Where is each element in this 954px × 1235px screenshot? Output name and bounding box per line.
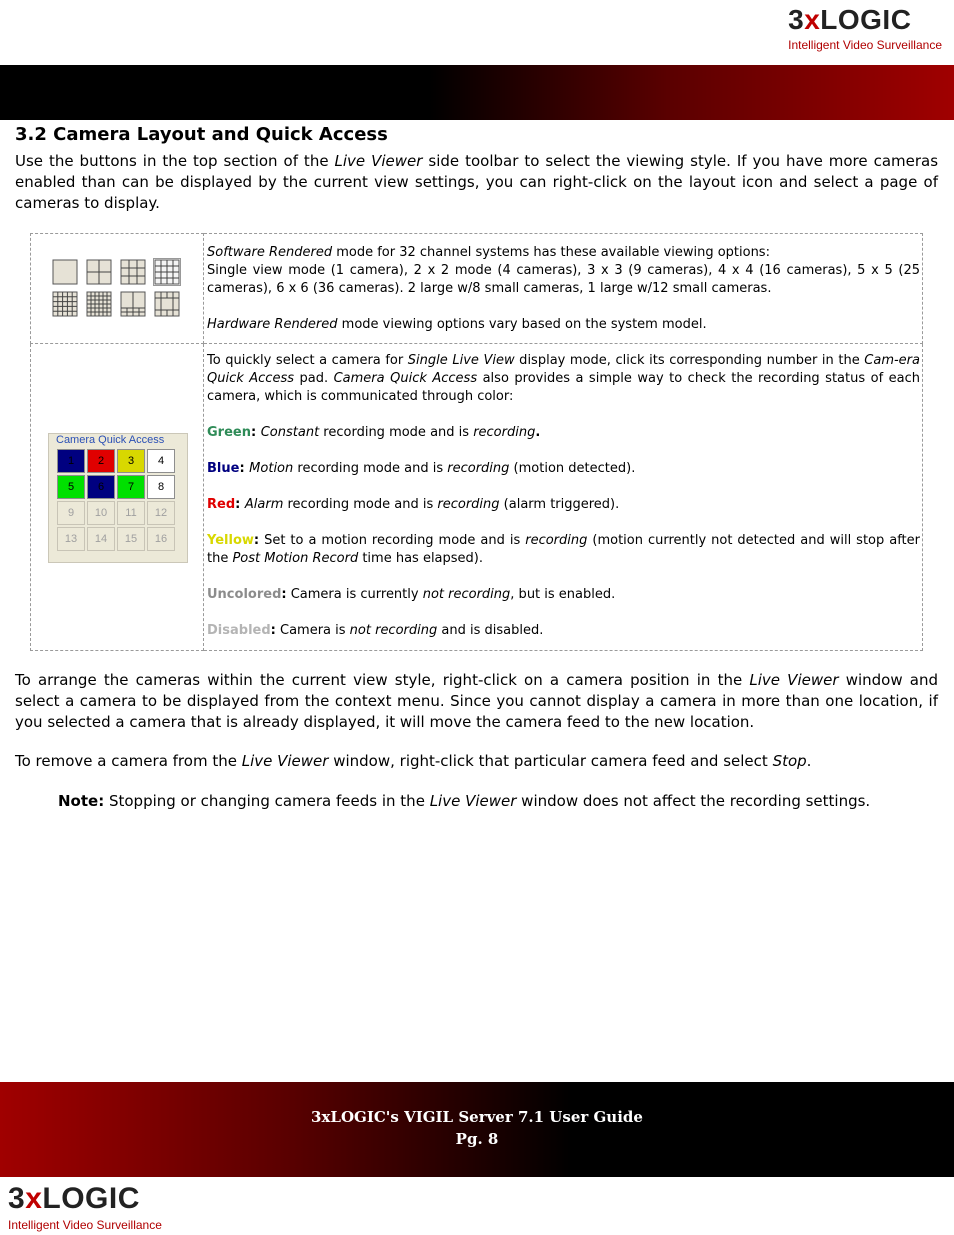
intro-paragraph: Use the buttons in the top section of the Live Viewer side toolbar to select the viewing style. If you have more cameras enabled than can be displayed by the current view settings, you can right-click on the layout icon and select a page of cameras to display.	[15, 152, 939, 212]
camera-cell-6[interactable]: 6	[87, 475, 115, 499]
grid-2x2-icon	[86, 259, 112, 285]
software-rendered-text: Software Rendered mode for 32 channel systems has these available viewing options: Single view mode (1 camera), 2 x 2 mode (4 cameras), 3 x 3 (9 cameras), 4 x 4 (16 cameras), 5 x 5 (25 cameras), 6 x 6 (36 cameras). 2 large w/8 small cameras, 1 large w/12 small cameras. Hardware Rendered mode viewing options vary based on the system model.	[204, 234, 923, 344]
layout-icon-set	[52, 259, 202, 317]
camera-cell-10[interactable]: 10	[87, 501, 115, 525]
legend-blue: Blue: Motion recording mode and is recording (motion detected).	[207, 461, 636, 476]
logo-wordmark: 3xLOGIC	[788, 4, 912, 35]
camera-cell-3[interactable]: 3	[117, 449, 145, 473]
header-band	[0, 65, 954, 120]
logo-tagline: Intelligent Video Surveillance	[8, 1218, 162, 1232]
legend-green: Green: Constant recording mode and is recording.	[207, 425, 541, 440]
camera-cell-12[interactable]: 12	[147, 501, 175, 525]
two-large-eight-small-icon	[120, 291, 146, 317]
legend-yellow: Yellow: Set to a motion recording mode and is recording (motion currently not detected and will stop after the Post Motion Record time has elapsed).	[207, 533, 920, 566]
logo-top	[788, 6, 942, 52]
logo-tagline: Intelligent Video Surveillance	[788, 38, 942, 52]
camera-cell-7[interactable]: 7	[117, 475, 145, 499]
grid-5x5-icon	[52, 291, 78, 317]
grid-3x3-icon	[120, 259, 146, 285]
quick-access-text: To quickly select a camera for Single Live View display mode, click its corresponding number in the Cam-era Quick Access pad. Camera Quick Access also provides a simple way to check the recording status of each camera, which is communicated through color: Green: Constant recording mode and is recording. Blue: Motion recording mode and is recording (motion detected). Red: Alarm recording mode and is recording (alarm triggered). Yellow: Set to a motion recording mode and is recording (motion currently not detected and will stop after the Post Motion Record time has elapsed). Uncolored: Camera is currently not recording, but is enabled. Disabled: Camera is not recording and is disabled.	[204, 344, 923, 651]
camera-cell-15[interactable]: 15	[117, 527, 145, 551]
camera-cell-14[interactable]: 14	[87, 527, 115, 551]
footer-band	[0, 1082, 954, 1177]
logo-bottom	[8, 1184, 162, 1232]
footer-guide-title: 3xLOGIC's VIGIL Server 7.1 User Guide	[311, 1108, 643, 1126]
camera-cell-16[interactable]: 16	[147, 527, 175, 551]
grid-4x4-icon	[154, 259, 180, 285]
camera-cell-5[interactable]: 5	[57, 475, 85, 499]
camera-cell-1[interactable]: 1	[57, 449, 85, 473]
grid-6x6-icon	[86, 291, 112, 317]
quick-access-grid	[57, 449, 187, 551]
options-table	[30, 233, 923, 651]
table-row	[31, 234, 923, 344]
note-paragraph: Note: Stopping or changing camera feeds in the Live Viewer window does not affect the recording settings.	[58, 792, 871, 810]
section-title: 3.2 Camera Layout and Quick Access	[15, 124, 388, 145]
camera-cell-13[interactable]: 13	[57, 527, 85, 551]
camera-cell-8[interactable]: 8	[147, 475, 175, 499]
legend-disabled: Disabled: Camera is not recording and is disabled.	[207, 623, 544, 638]
camera-cell-4[interactable]: 4	[147, 449, 175, 473]
layout-icons-cell	[31, 234, 204, 344]
table-row	[31, 344, 923, 651]
single-view-icon	[52, 259, 78, 285]
camera-cell-11[interactable]: 11	[117, 501, 145, 525]
camera-cell-9[interactable]: 9	[57, 501, 85, 525]
remove-paragraph: To remove a camera from the Live Viewer window, right-click that particular camera feed and select Stop.	[15, 752, 812, 770]
camera-quick-access-pad	[48, 433, 188, 563]
camera-cell-2[interactable]: 2	[87, 449, 115, 473]
logo-wordmark: 3xLOGIC	[8, 1182, 140, 1215]
legend-uncolored: Uncolored: Camera is currently not recording, but is enabled.	[207, 587, 616, 602]
quick-access-title: Camera Quick Access	[56, 434, 165, 446]
quick-access-cell	[31, 344, 204, 651]
legend-red: Red: Alarm recording mode and is recording (alarm triggered).	[207, 497, 620, 512]
arrange-paragraph: To arrange the cameras within the current view style, right-click on a camera position in the Live Viewer window and select a camera to be displayed from the context menu. Since you cannot display a camera in more than one location, if you selected a camera that is already displayed, it will move the camera feed to the new location.	[15, 671, 939, 731]
one-large-twelve-small-icon	[154, 291, 180, 317]
footer-page-number: Pg. 8	[455, 1130, 499, 1148]
